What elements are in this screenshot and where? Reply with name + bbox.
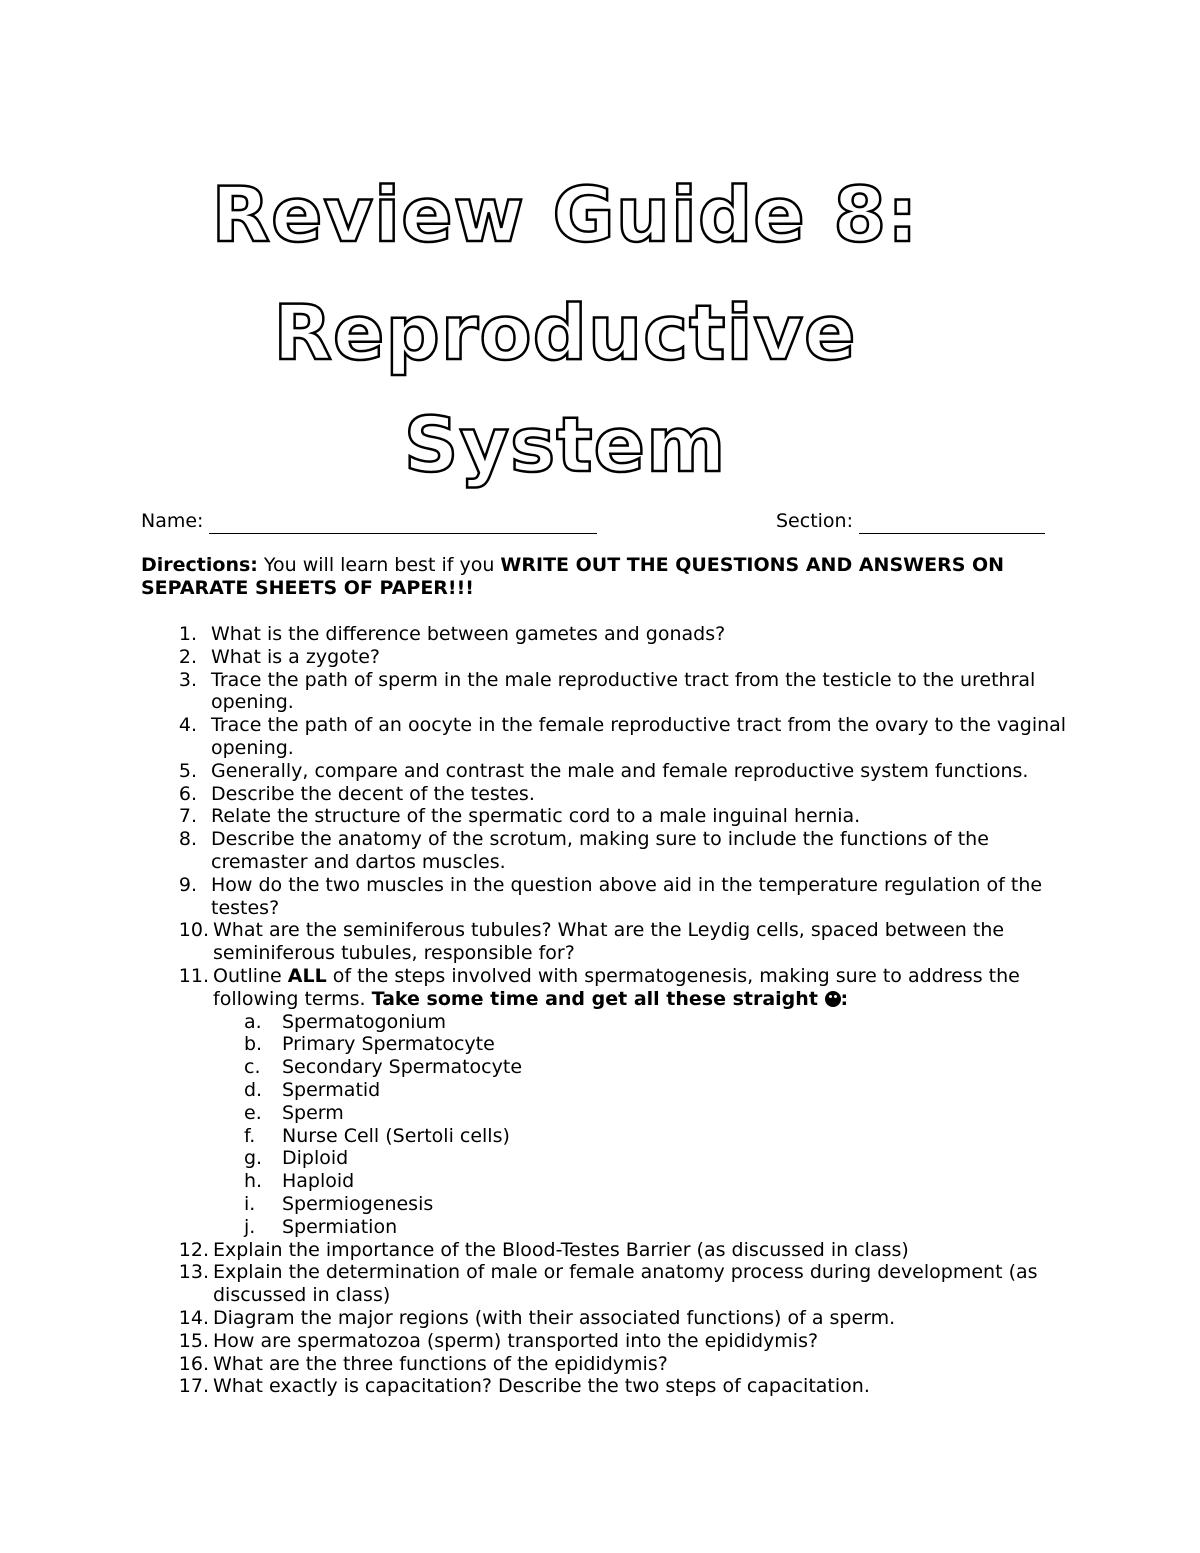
question-item [0,1261,1073,1307]
question-text: Diagram the major regions (with their associated functions) of a sperm. [213,1306,896,1329]
question-item [0,965,1073,1011]
title-line-1: Review Guide 8: [211,170,919,259]
term-letter: b. [244,1033,263,1056]
question-text: How do the two muscles in the question above aid in the temperature regulation of the testes? [211,873,1043,919]
name-blank-line [209,513,597,534]
term-text: Spermiation [282,1215,398,1238]
question-text: What exactly is capacitation? Describe the two steps of capacitation. [213,1375,870,1398]
term-letter: f. [244,1124,256,1147]
question-item [0,1375,1073,1398]
term-text: Diploid [282,1147,349,1170]
question-item [0,783,1071,806]
smiley-icon [825,991,841,1007]
term-item [0,1056,1082,1079]
name-field [141,508,597,534]
question-number: 8. [178,828,197,851]
question-item [0,828,1071,874]
question-text: Describe the anatomy of the scrotum, making sure to include the functions of the cremaster and dartos muscles. [211,828,989,873]
question-text: Generally, compare and contrast the male and female reproductive system functions. [211,759,1029,782]
question-item [0,669,1071,715]
term-text: Primary Spermatocyte [282,1033,495,1056]
name-label: Name: [141,510,204,532]
question-item [0,919,1073,965]
question-item [0,874,1071,920]
term-item [0,1033,1082,1056]
question-text: What are the three functions of the epididymis? [213,1352,668,1375]
question-number: 3. [178,668,197,691]
question-text: Trace the path of sperm in the male reproductive tract from the testicle to the urethral opening. [211,668,1036,714]
term-item [0,1193,1082,1216]
directions-emphasis: WRITE OUT THE QUESTIONS AND ANSWERS ON SEPARATE SHEETS OF PAPER!!! [141,554,1005,599]
question-item [0,1353,1073,1376]
term-letter: h. [244,1170,263,1193]
term-letter: j. [244,1215,256,1238]
question-text: What are the seminiferous tubules? What are the Leydig cells, spaced between the seminiferous tubules, responsible for? [213,919,1005,965]
term-text: Spermatogonium [282,1010,447,1033]
directions-text: You will learn best if you [257,554,501,576]
term-item [0,1125,1082,1148]
question-item [0,1330,1073,1353]
question-text: Describe the decent of the testes. [211,782,535,805]
question-number: 12. [178,1238,209,1261]
question-text-a: Outline [213,964,288,987]
term-item [0,1079,1082,1102]
question-text: Trace the path of an oocyte in the female reproductive tract from the ovary to the vaginal opening. [211,714,1067,759]
term-text: Nurse Cell (Sertoli cells) [282,1124,510,1147]
term-letter: g. [244,1147,263,1170]
question-number: 14. [178,1306,209,1329]
term-letter: e. [244,1101,262,1124]
term-text: Spermiogenesis [282,1192,434,1215]
question-text: Explain the determination of male or female anatomy process during development (as discussed in class) [213,1261,1038,1307]
term-text: Spermatid [282,1078,381,1101]
term-item [0,1102,1082,1125]
question-text: Relate the structure of the spermatic cord to a male inguinal hernia. [211,805,861,828]
directions [141,554,1061,600]
term-text: Haploid [282,1170,355,1193]
term-item [0,1147,1082,1170]
question-text-b: of the steps involved with spermatogenesis, making sure to address the following terms. [213,964,1020,1010]
question-number: 15. [178,1329,209,1352]
question-item [0,714,1071,760]
question-item [0,646,1071,669]
question-number: 5. [178,759,197,782]
question-item [0,1307,1073,1330]
question-number: 7. [178,805,197,828]
term-item [0,1011,1082,1034]
question-item [0,805,1071,828]
question-number: 2. [178,645,197,668]
term-letter: d. [244,1078,263,1101]
question-item [0,623,1071,646]
question-number: 11. [178,964,209,987]
question-number: 4. [178,714,197,737]
question-bold-all: ALL [287,964,327,987]
question-text: How are spermatozoa (sperm) transported into the epididymis? [213,1329,819,1352]
title-line-2: Reproductive [273,288,857,377]
section-label: Section: [776,510,853,532]
question-number: 10. [178,919,209,942]
question-bold-instruction: Take some time and get all these straight [371,987,825,1010]
question-list [0,623,1200,1398]
question-item [0,1239,1073,1262]
directions-label: Directions: [141,554,258,576]
question-number: 13. [178,1261,209,1284]
question-bold-colon: : [840,987,849,1010]
question-number: 1. [178,623,197,645]
title-line-3: System [403,400,727,489]
question-number: 6. [178,782,197,805]
term-text: Secondary Spermatocyte [282,1056,523,1079]
question-text: What is a zygote? [211,645,380,668]
section-blank-line [859,513,1045,534]
term-letter: i. [244,1192,256,1215]
section-field [776,508,1045,534]
question-number: 17. [178,1375,209,1398]
question-number: 9. [178,873,197,896]
term-letter: a. [244,1010,262,1033]
term-text: Sperm [282,1101,344,1124]
question-text: What is the difference between gametes and gonads? [211,623,726,645]
term-item [0,1170,1082,1193]
term-item [0,1216,1082,1239]
question-text: Explain the importance of the Blood-Testes Barrier (as discussed in class) [213,1238,909,1261]
question-number: 16. [178,1352,209,1375]
term-letter: c. [244,1056,261,1079]
question-item [0,760,1071,783]
